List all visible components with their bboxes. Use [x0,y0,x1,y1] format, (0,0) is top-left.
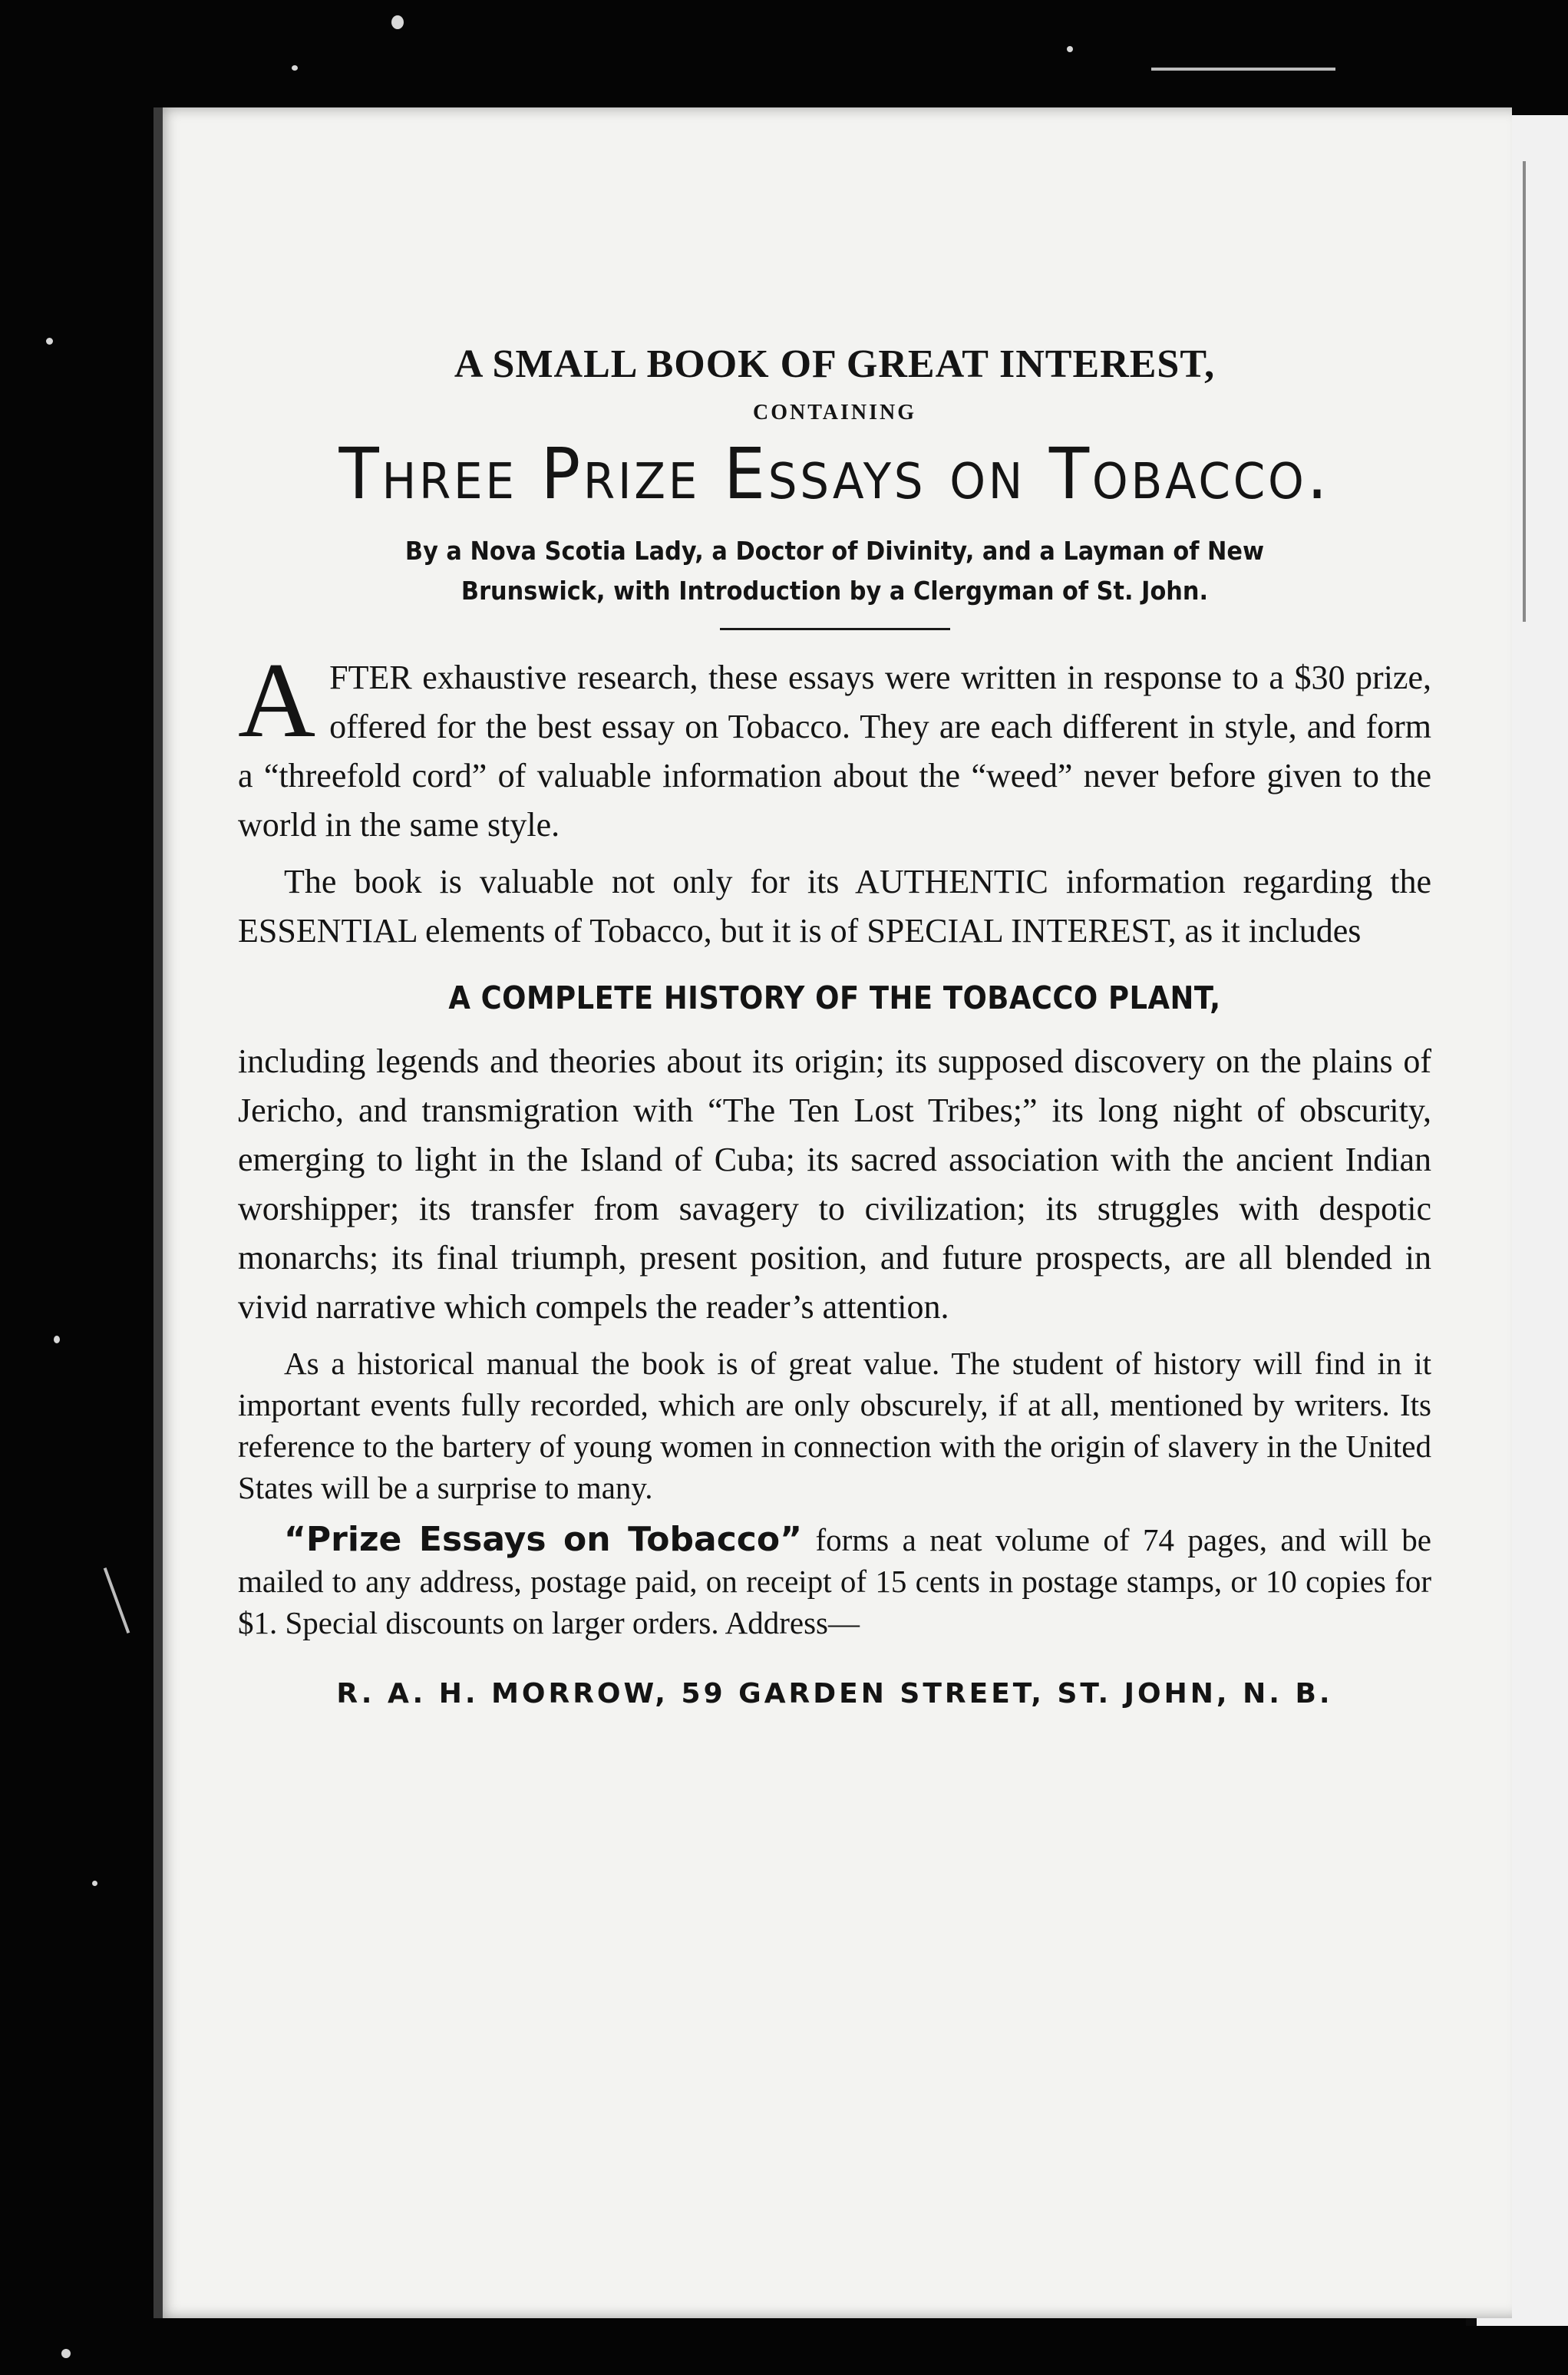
paragraph-historical-manual: As a historical manual the book is of great value. The student of history will find in it important events fully recorded, which are only obscurely, if at all, mentioned by writers. Its reference to the bartery of young women in connection with the origin of slavery in the United States will be a surprise to many. [238,1346,1431,1505]
drop-cap: A [238,641,316,760]
scan-speck [292,65,298,71]
advertisement [238,338,1431,1717]
advert-byline: By a Nova Scotia Lady, a Doctor of Divinity, and a Layman of New Brunswick, with Introduction by a Clergyman of St. John. [404,536,1265,606]
scan-scratch [1151,68,1335,71]
paragraph-ordering [238,1519,1431,1643]
ordering-text: forms a neat volume of 74 pages, and will be mailed to any address, postage paid, on receipt of 15 cents in postage stamps, or 10 copies for $1. Special discounts on larger orders. Address— [238,1522,1431,1640]
book-title-quote: “Prize Essays on Tobacco” [284,1520,803,1559]
intro-text: FTER exhaustive research, these essays were written in response to a $30 prize, offered for the best essay on Tobacco. They are each different in style, and form a “threefold cord” of valuable information about the “weed” never before given to the world in the same style. [238,659,1431,844]
advert-containing-label: CONTAINING [752,401,917,424]
advert-title: Three Prize Essays on Tobacco. [338,433,1331,515]
scan-speck [54,1336,60,1343]
scan-speck [61,2349,71,2358]
scan-scratch [104,1567,130,1633]
scan-speck [391,15,404,29]
scan-speck [92,1881,97,1886]
scan-speck [1067,46,1073,52]
page-binding-edge [153,107,163,2318]
history-heading: A COMPLETE HISTORY OF THE TOBACCO PLANT, [448,979,1221,1016]
paragraph-authentic: The book is valuable not only for its AUTHENTIC information regarding the ESSENTIAL elements of Tobacco, but it is of SPECIAL INTEREST, as it includes [238,863,1431,950]
scan-speck [46,338,53,345]
publisher-address: R. A. H. MORROW, 59 GARDEN STREET, ST. JOHN, N. B. [336,1678,1333,1709]
facing-page-rule [1523,161,1526,622]
paragraph-history: including legends and theories about its origin; its supposed discovery on the plains of Jericho, and transmigration with “The Ten Lost Tribes;” its long night of obscurity, emerging to light in the Island of Cuba; its sacred association with the ancient Indian worshipper; its transfer from savagery to civilization; its struggles with despotic monarchs; its final triumph, present position, and future prospects, are all blended in vivid narrative which compels the reader’s attention. [238,1042,1431,1326]
advert-heading: A SMALL BOOK OF GREAT INTEREST, [454,342,1216,386]
divider-rule [720,628,950,630]
intro-paragraph [238,641,1431,850]
